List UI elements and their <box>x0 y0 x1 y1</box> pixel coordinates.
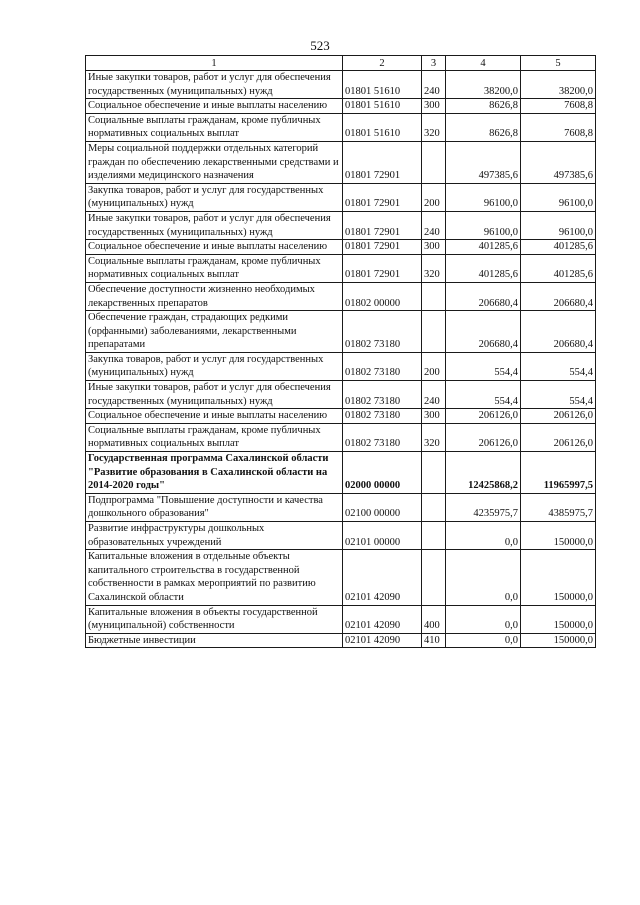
row-description: Обеспечение доступности жизненно необходимых лекарственных препаратов <box>86 282 343 310</box>
row-value-col5: 96100,0 <box>521 183 596 211</box>
row-expense-type: 400 <box>422 605 446 633</box>
row-code: 01801 72901 <box>343 240 422 255</box>
row-value-col4: 12425868,2 <box>446 452 521 494</box>
table-row <box>86 452 596 494</box>
row-value-col4: 401285,6 <box>446 254 521 282</box>
table-row <box>86 99 596 114</box>
row-value-col5: 206126,0 <box>521 423 596 451</box>
row-value-col5: 497385,6 <box>521 141 596 183</box>
row-value-col4: 206126,0 <box>446 423 521 451</box>
row-description: Закупка товаров, работ и услуг для государственных (муниципальных) нужд <box>86 183 343 211</box>
row-code: 02101 00000 <box>343 522 422 550</box>
table-row <box>86 423 596 451</box>
row-value-col4: 0,0 <box>446 633 521 648</box>
row-value-col5: 96100,0 <box>521 211 596 239</box>
table-row <box>86 409 596 424</box>
row-description: Социальное обеспечение и иные выплаты населению <box>86 99 343 114</box>
row-description: Иные закупки товаров, работ и услуг для обеспечения государственных (муниципальных) нужд <box>86 381 343 409</box>
row-code: 01802 73180 <box>343 381 422 409</box>
row-code: 01802 73180 <box>343 423 422 451</box>
row-code: 02101 42090 <box>343 605 422 633</box>
row-code: 02100 00000 <box>343 493 422 521</box>
row-expense-type: 320 <box>422 423 446 451</box>
row-expense-type: 300 <box>422 409 446 424</box>
row-code: 01802 00000 <box>343 282 422 310</box>
table-row <box>86 550 596 605</box>
row-value-col5: 206126,0 <box>521 409 596 424</box>
row-code: 01802 73180 <box>343 311 422 353</box>
row-expense-type <box>422 282 446 310</box>
row-code: 01802 73180 <box>343 409 422 424</box>
row-description: Социальные выплаты гражданам, кроме публичных нормативных социальных выплат <box>86 254 343 282</box>
row-value-col5: 401285,6 <box>521 254 596 282</box>
row-code: 01801 51610 <box>343 99 422 114</box>
row-description: Подпрограмма "Повышение доступности и качества дошкольного образования" <box>86 493 343 521</box>
row-description: Закупка товаров, работ и услуг для государственных (муниципальных) нужд <box>86 352 343 380</box>
column-header-1: 1 <box>86 56 343 71</box>
column-header-5: 5 <box>521 56 596 71</box>
row-value-col5: 554,4 <box>521 352 596 380</box>
row-description: Капитальные вложения в объекты государственной (муниципальной) собственности <box>86 605 343 633</box>
row-value-col4: 0,0 <box>446 605 521 633</box>
row-value-col4: 554,4 <box>446 381 521 409</box>
column-header-2: 2 <box>343 56 422 71</box>
row-code: 01801 72901 <box>343 254 422 282</box>
table-row <box>86 633 596 648</box>
row-value-col5: 38200,0 <box>521 71 596 99</box>
row-value-col5: 7608,8 <box>521 99 596 114</box>
row-expense-type: 200 <box>422 352 446 380</box>
table-row <box>86 311 596 353</box>
row-value-col4: 0,0 <box>446 550 521 605</box>
row-expense-type <box>422 550 446 605</box>
row-expense-type: 320 <box>422 113 446 141</box>
row-value-col4: 206680,4 <box>446 311 521 353</box>
row-value-col5: 7608,8 <box>521 113 596 141</box>
row-code: 02000 00000 <box>343 452 422 494</box>
row-description: Меры социальной поддержки отдельных категорий граждан по обеспечению лекарственными средствами и изделиями медицинского назначения <box>86 141 343 183</box>
row-expense-type: 300 <box>422 99 446 114</box>
page-number: 523 <box>310 38 330 53</box>
row-value-col5: 150000,0 <box>521 605 596 633</box>
row-description: Социальное обеспечение и иные выплаты населению <box>86 409 343 424</box>
row-expense-type <box>422 522 446 550</box>
row-value-col5: 554,4 <box>521 381 596 409</box>
row-value-col4: 96100,0 <box>446 183 521 211</box>
column-header-3: 3 <box>422 56 446 71</box>
row-description: Иные закупки товаров, работ и услуг для обеспечения государственных (муниципальных) нужд <box>86 71 343 99</box>
row-expense-type: 410 <box>422 633 446 648</box>
row-value-col4: 554,4 <box>446 352 521 380</box>
row-value-col4: 96100,0 <box>446 211 521 239</box>
table-row <box>86 381 596 409</box>
table-row <box>86 282 596 310</box>
table-row <box>86 113 596 141</box>
row-value-col5: 150000,0 <box>521 550 596 605</box>
row-expense-type: 240 <box>422 211 446 239</box>
budget-table <box>85 55 596 648</box>
table-header-row <box>86 56 596 71</box>
row-expense-type: 200 <box>422 183 446 211</box>
row-value-col4: 497385,6 <box>446 141 521 183</box>
table-row <box>86 522 596 550</box>
row-expense-type: 240 <box>422 71 446 99</box>
row-value-col4: 206680,4 <box>446 282 521 310</box>
row-description: Обеспечение граждан, страдающих редкими (орфанными) заболеваниями, лекарственными препаратами <box>86 311 343 353</box>
row-value-col4: 0,0 <box>446 522 521 550</box>
row-description: Государственная программа Сахалинской области "Развитие образования в Сахалинской области на 2014-2020 годы" <box>86 452 343 494</box>
table-row <box>86 211 596 239</box>
row-code: 02101 42090 <box>343 633 422 648</box>
row-value-col5: 150000,0 <box>521 633 596 648</box>
row-value-col4: 401285,6 <box>446 240 521 255</box>
table-row <box>86 240 596 255</box>
row-code: 01802 73180 <box>343 352 422 380</box>
row-code: 01801 72901 <box>343 211 422 239</box>
row-code: 02101 42090 <box>343 550 422 605</box>
row-value-col5: 206680,4 <box>521 282 596 310</box>
row-description: Иные закупки товаров, работ и услуг для обеспечения государственных (муниципальных) нужд <box>86 211 343 239</box>
table-row <box>86 605 596 633</box>
row-expense-type <box>422 493 446 521</box>
table-row <box>86 493 596 521</box>
row-value-col4: 8626,8 <box>446 99 521 114</box>
row-description: Капитальные вложения в отдельные объекты капитального строительства в государственной собственности в рамках мероприятий по развитию Сахалинской области <box>86 550 343 605</box>
row-description: Социальные выплаты гражданам, кроме публичных нормативных социальных выплат <box>86 113 343 141</box>
row-value-col5: 4385975,7 <box>521 493 596 521</box>
row-value-col4: 38200,0 <box>446 71 521 99</box>
row-expense-type: 240 <box>422 381 446 409</box>
row-code: 01801 51610 <box>343 71 422 99</box>
row-value-col5: 150000,0 <box>521 522 596 550</box>
row-value-col5: 206680,4 <box>521 311 596 353</box>
row-expense-type <box>422 141 446 183</box>
row-code: 01801 72901 <box>343 141 422 183</box>
row-value-col5: 401285,6 <box>521 240 596 255</box>
row-value-col4: 8626,8 <box>446 113 521 141</box>
row-expense-type <box>422 452 446 494</box>
row-description: Социальные выплаты гражданам, кроме публичных нормативных социальных выплат <box>86 423 343 451</box>
row-description: Развитие инфраструктуры дошкольных образовательных учреждений <box>86 522 343 550</box>
row-expense-type: 300 <box>422 240 446 255</box>
table-row <box>86 141 596 183</box>
column-header-4: 4 <box>446 56 521 71</box>
row-description: Социальное обеспечение и иные выплаты населению <box>86 240 343 255</box>
table-row <box>86 71 596 99</box>
row-value-col4: 4235975,7 <box>446 493 521 521</box>
row-description: Бюджетные инвестиции <box>86 633 343 648</box>
row-code: 01801 51610 <box>343 113 422 141</box>
row-code: 01801 72901 <box>343 183 422 211</box>
table-row <box>86 352 596 380</box>
row-value-col5: 11965997,5 <box>521 452 596 494</box>
table-row <box>86 183 596 211</box>
row-expense-type <box>422 311 446 353</box>
table-row <box>86 254 596 282</box>
row-expense-type: 320 <box>422 254 446 282</box>
row-value-col4: 206126,0 <box>446 409 521 424</box>
